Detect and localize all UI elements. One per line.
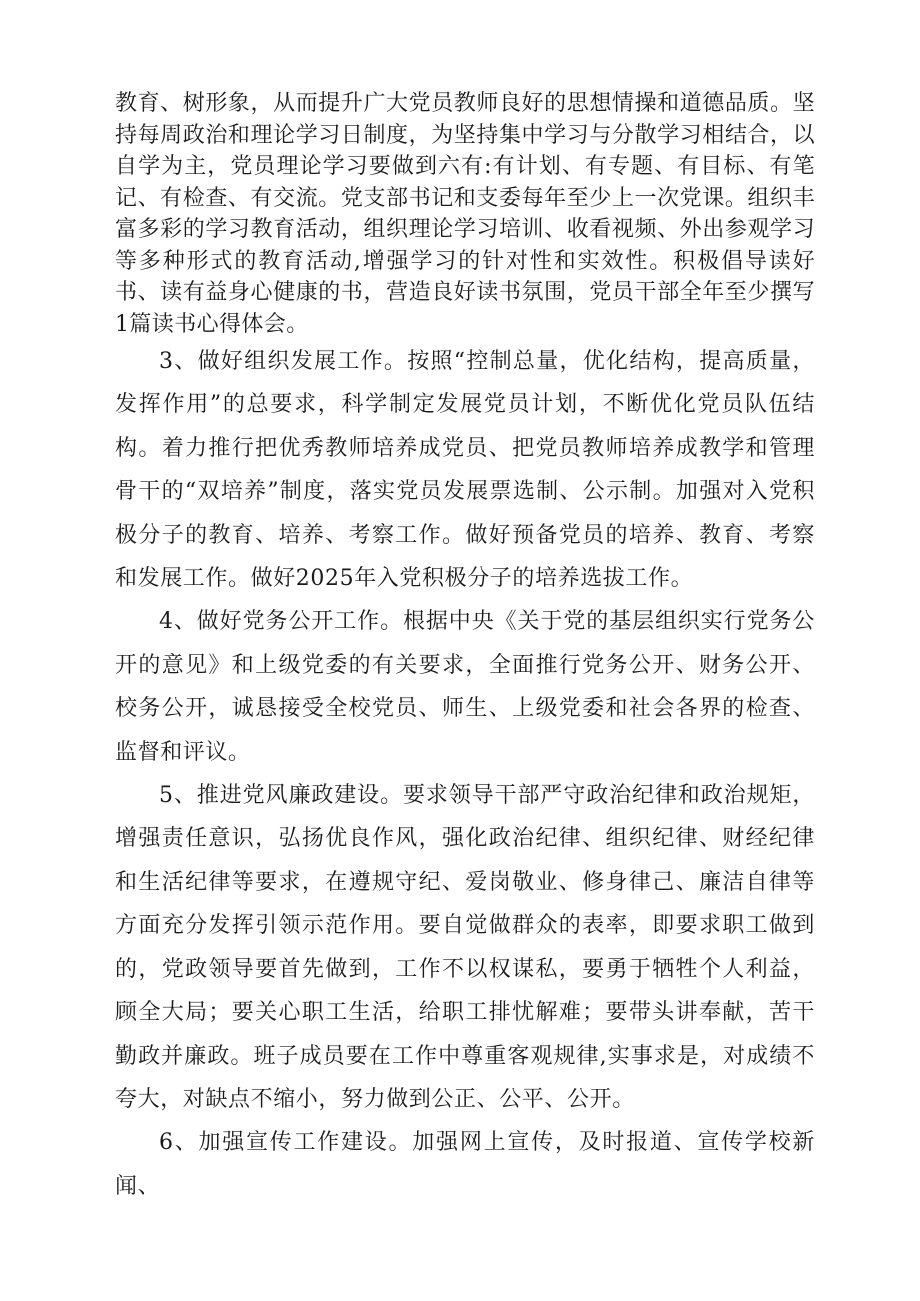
paragraph-clean-governance: 5、推进党风廉政建设。要求领导干部严守政治纪律和政治规矩，增强责任意识，弘扬优良作风，强化政治纪律、组织纪律、财经纪律和生活纪律等要求，在遵规守纪、爱岗敬业、修身律己、廉洁自律等方面充分发挥引领示范作用。要自觉做群众的表率，即要求职工做到的，党政领导要首先做到，工作不以权谋私，要勇于牺牲个人利益，顾全大局；要关心职工生活，给职工排忧解难；要带头讲奉献，苦干勤政并廉政。班子成员要在工作中尊重客观规律,实事求是，对成绩不夸大，对缺点不缩小，努力做到公正、公平、公开。 [115,783,815,1112]
paragraph-publicity-work: 6、加强宣传工作建设。加强网上宣传，及时报道、宣传学校新闻、 [115,1130,815,1199]
paragraph-organization-development: 3、做好组织发展工作。按照“控制总量，优化结构，提高质量，发挥作用”的总要求，科学制定发展党员计划，不断优化党员队伍结构。着力推行把优秀教师培养成党员、把党员教师培养成教学和管理骨干的“双培养”制度，落实党员发展票选制、公示制。加强对入党积极分子的教育、培养、考察工作。做好预备党员的培养、教育、考察和发展工作。做好2025年入党积极分子的培养选拔工作。 [115,349,815,592]
intro-section [115,88,815,340]
paragraph-intro: 教育、树形象，从而提升广大党员教师良好的思想情操和道德品质。坚持每周政治和理论学习日制度，为坚持集中学习与分散学习相结合，以自学为主，党员理论学习要做到六有:有计划、有专题、有目标、有笔记、有检查、有交流。党支部书记和支委每年至少上一次党课。组织丰富多彩的学习教育活动，组织理论学习培训、收看视频、外出参观学习等多种形式的教育活动,增强学习的针对性和实效性。积极倡导读好书、读有益身心健康的书，营造良好读书氛围，党员干部全年至少撰写1篇读书心得体会。 [115,91,815,337]
paragraph-party-affairs-disclosure: 4、做好党务公开工作。根据中央《关于党的基层组织实行党务公开的意见》和上级党委的有关要求，全面推行党务公开、财务公开、校务公开，诚恳接受全校党员、师生、上级党委和社会各界的检查、监督和评议。 [115,609,815,765]
numbered-sections [115,340,815,1208]
